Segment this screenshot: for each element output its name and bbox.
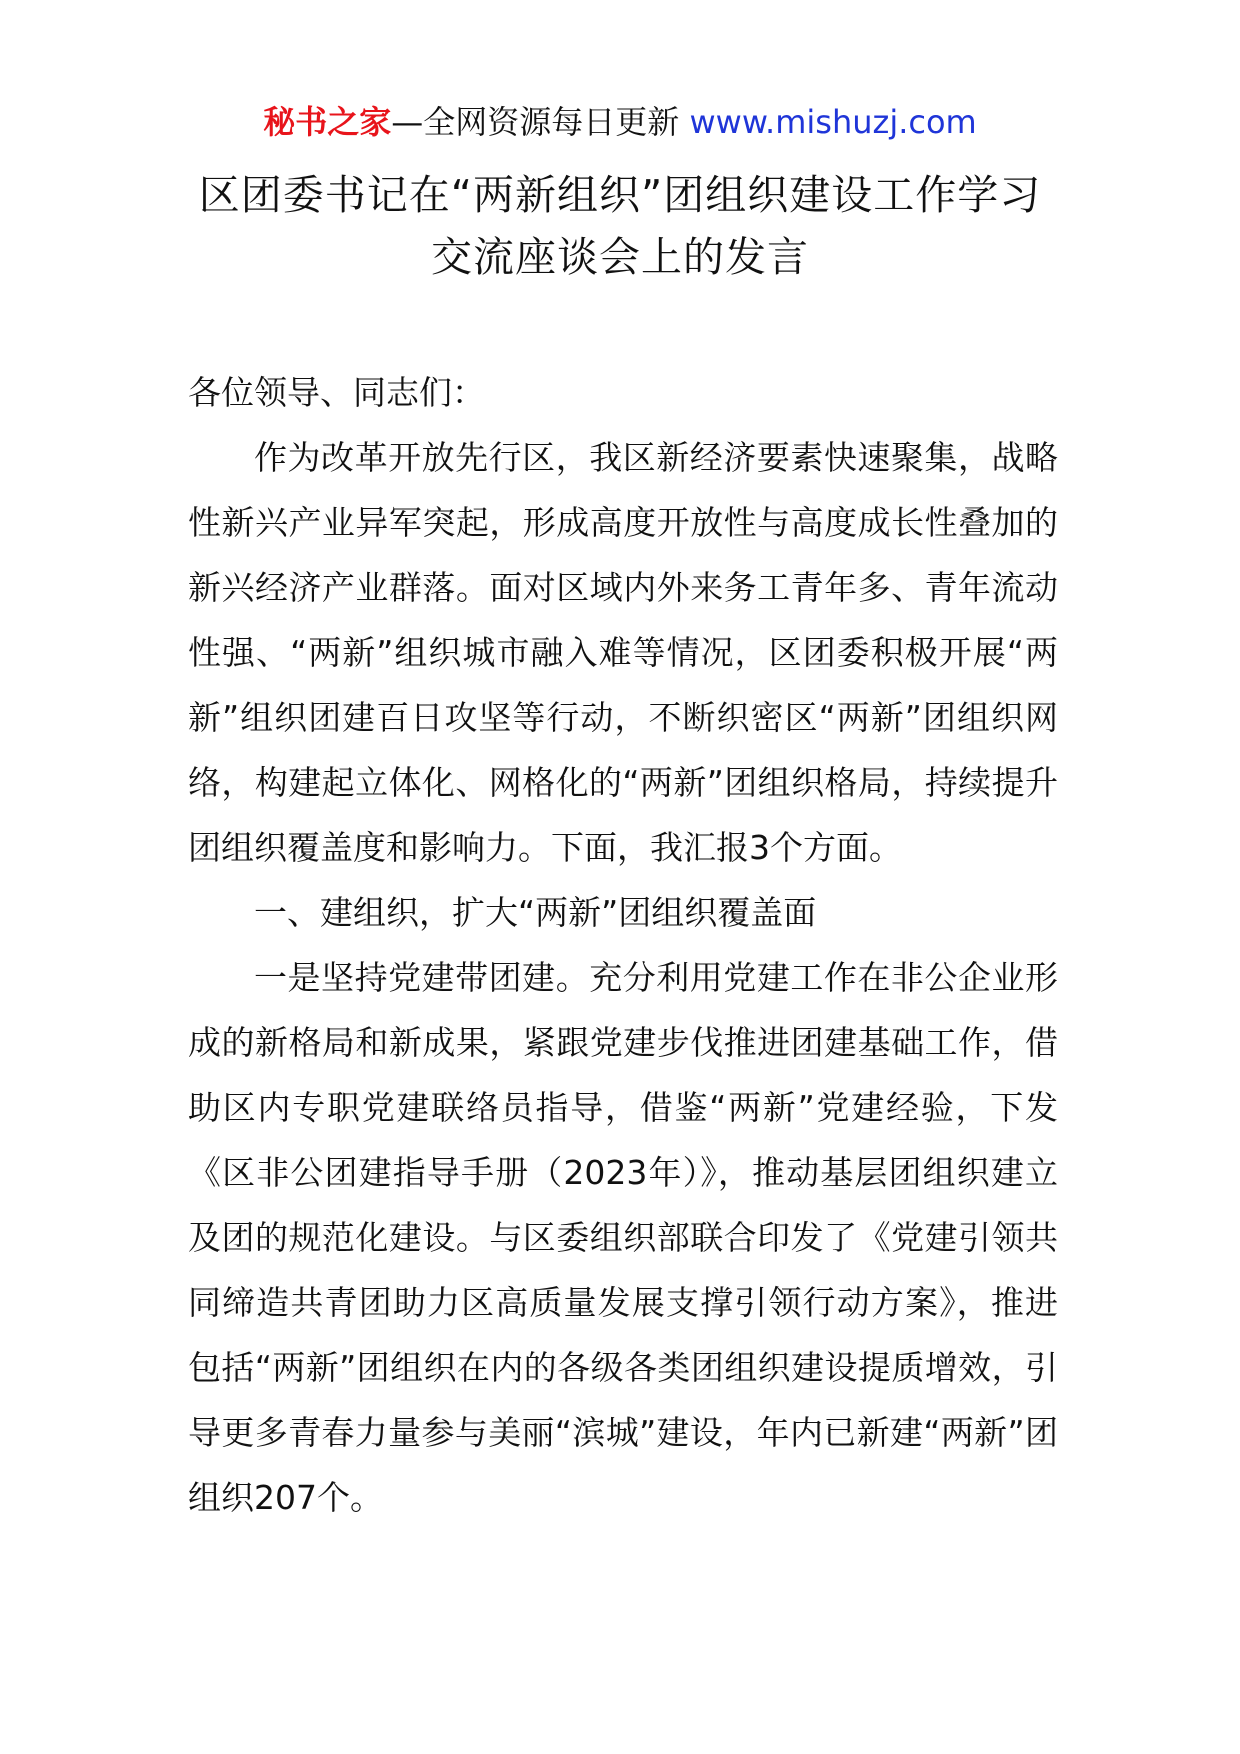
section-heading: 一、建组织，扩大“两新”团组织覆盖面 bbox=[254, 893, 817, 932]
site-header bbox=[0, 102, 1240, 142]
intro-paragraph: 作为改革开放先行区，我区新经济要素快速聚集，战略性新兴产业异军突起，形成高度开放性与高度成长性叠加的新兴经济产业群落。面对区域内外来务工青年多、青年流动性强、“两新”组织城市融入难等情况，区团委积极开展“两新”组织团建百日攻坚等行动，不断织密区“两新”团组织网络，构建起立体化、网格化的“两新”团组织格局，持续提升团组织覆盖度和影响力。下面，我汇报3个方面。 bbox=[188, 438, 1058, 867]
salutation: 各位领导、同志们： bbox=[188, 373, 485, 412]
document-body bbox=[188, 360, 1058, 1530]
document-title: 区团委书记在“两新组织”团组织建设工作学习交流座谈会上的发言 bbox=[198, 171, 1042, 281]
site-brand: 秘书之家 bbox=[263, 103, 392, 141]
site-tagline: —全网资源每日更新 bbox=[391, 103, 680, 141]
site-url-link[interactable]: www.mishuzj.com bbox=[689, 103, 977, 141]
body-paragraph: 一是坚持党建带团建。充分利用党建工作在非公企业形成的新格局和新成果，紧跟党建步伐推进团建基础工作，借助区内专职党建联络员指导，借鉴“两新”党建经验，下发《区非公团建指导手册（2023年）》，推动基层团组织建立及团的规范化建设。与区委组织部联合印发了《党建引领共同缔造共青团助力区高质量发展支撑引领行动方案》，推进包括“两新”团组织在内的各级各类团组织建设提质增效，引导更多青春力量参与美丽“滨城”建设，年内已新建“两新”团组织207个。 bbox=[188, 958, 1058, 1517]
